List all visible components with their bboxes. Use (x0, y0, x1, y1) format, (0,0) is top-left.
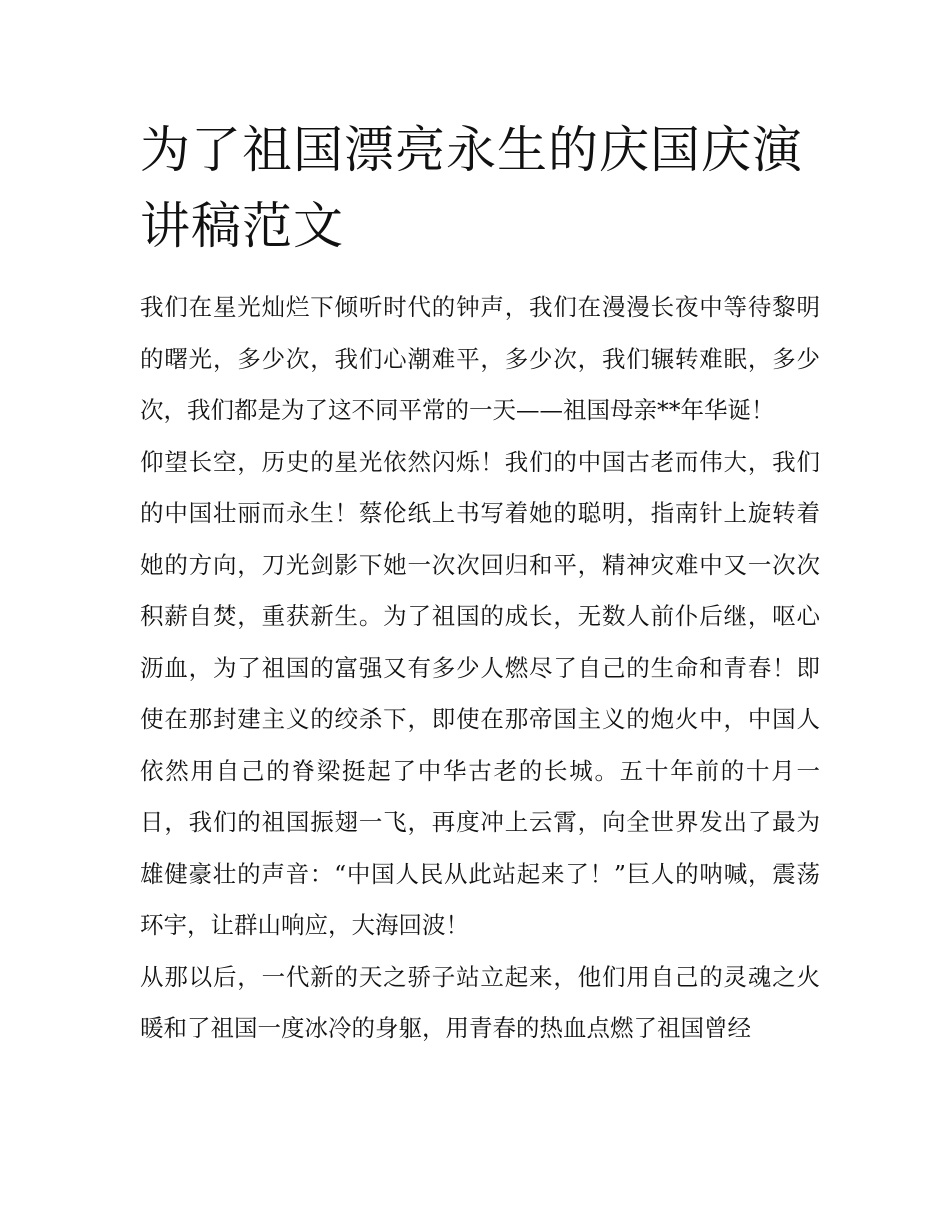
paragraph-1: 我们在星光灿烂下倾听时代的钟声，我们在漫漫长夜中等待黎明的曙光，多少次，我们心潮难平，多少次，我们辗转难眠，多少次，我们都是为了这不同平常的一天——祖国母亲**年华诞！ (140, 293, 820, 424)
document-title: 为了祖国漂亮永生的庆国庆演讲稿范文 (140, 121, 803, 255)
paragraph-2: 仰望长空，历史的星光依然闪烁！我们的中国古老而伟大，我们的中国壮丽而永生！蔡伦纸上书写着她的聪明，指南针上旋转着她的方向，刀光剑影下她一次次回归和平，精神灾难中又一次次积薪自焚，重获新生。为了祖国的成长，无数人前仆后继，呕心沥血，为了祖国的富强又有多少人燃尽了自己的生命和青春！即使在那封建主义的绞杀下，即使在那帝国主义的炮火中，中国人依然用自己的脊梁挺起了中华古老的长城。五十年前的十月一日，我们的祖国振翅一飞，再度冲上云霄，向全世界发出了最为雄健豪壮的声音：“中国人民从此站起来了！”巨人的呐喊，震荡环宇，让群山响应，大海回波！ (140, 447, 820, 939)
document-body (140, 282, 820, 1055)
paragraph-3: 从那以后，一代新的天之骄子站立起来，他们用自己的灵魂之火暖和了祖国一度冰冷的身躯，用青春的热血点燃了祖国曾经 (140, 962, 820, 1042)
